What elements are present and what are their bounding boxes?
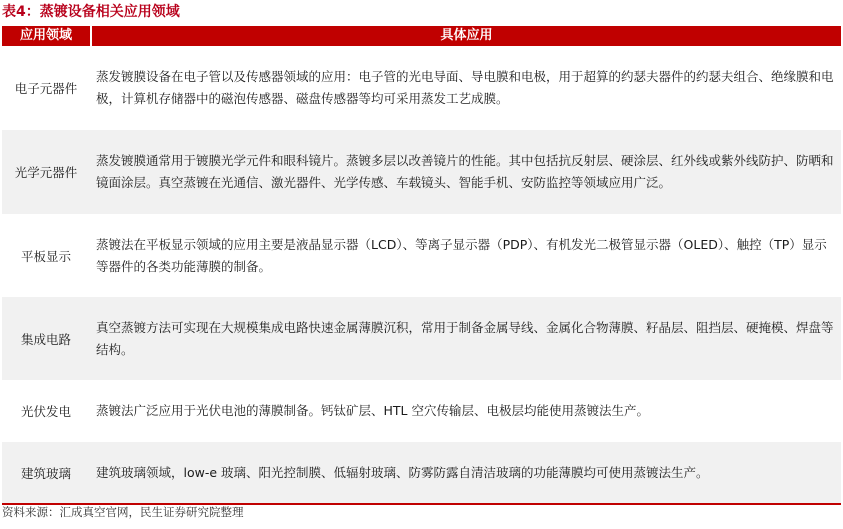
row-detail: 真空蒸镀方法可实现在大规模集成电路快速金属薄膜沉积，常用于制备金属导线、金属化合物薄膜、籽晶层、阻挡层、硬掩模、焊盘等结构。	[96, 319, 834, 357]
table-row	[2, 214, 841, 297]
row-detail: 建筑玻璃领域，low-e 玻璃、阳光控制膜、低辐射玻璃、防雾防露自清洁玻璃的功能薄膜均可使用蒸镀法生产。	[96, 464, 709, 480]
row-field: 建筑玻璃	[20, 465, 71, 481]
table-row	[2, 380, 841, 442]
table-row	[2, 130, 841, 214]
table-row	[2, 46, 841, 130]
table-row	[2, 297, 841, 380]
table-row	[2, 442, 841, 503]
row-detail: 蒸发镀膜设备在电子管以及传感器领域的应用：电子管的光电导面、导电膜和电极，用于超算的约瑟夫器件的约瑟夫组合、绝缘膜和电极，计算机存储器中的磁泡传感器、磁盘传感器等均可采用蒸发工艺成膜。	[96, 69, 834, 106]
row-field: 集成电路	[20, 331, 71, 347]
header-detail: 具体应用	[440, 28, 493, 43]
table-title: 表4：蒸镀设备相关应用领域	[2, 4, 180, 20]
applications-table	[2, 26, 841, 505]
row-detail: 蒸发镀膜通常用于镀膜光学元件和眼科镜片。蒸镀多层以改善镜片的性能。其中包括抗反射层、硬涂层、红外线或紫外线防护、防晒和镜面涂层。真空蒸镀在光通信、激光器件、光学传感、车载镜头、智能手机、安防监控等领域应用广泛。	[96, 153, 834, 190]
row-detail: 蒸镀法在平板显示领域的应用主要是液晶显示器（LCD）、等离子显示器（PDP）、有机发光二极管显示器（OLED）、触控（TP）显示等器件的各类功能薄膜的制备。	[96, 236, 827, 274]
table-header-row	[2, 26, 841, 46]
row-field: 电子元器件	[14, 81, 78, 96]
row-field: 光伏发电	[20, 404, 71, 419]
header-field: 应用领域	[2, 26, 92, 46]
row-field: 光学元器件	[14, 165, 78, 180]
row-detail: 蒸镀法广泛应用于光伏电池的薄膜制备。钙钛矿层、HTL 空穴传输层、电极层均能使用蒸镀法生产。	[96, 403, 649, 418]
source-note: 资料来源：汇成真空官网，民生证券研究院整理	[2, 505, 244, 519]
row-field: 平板显示	[20, 248, 71, 264]
